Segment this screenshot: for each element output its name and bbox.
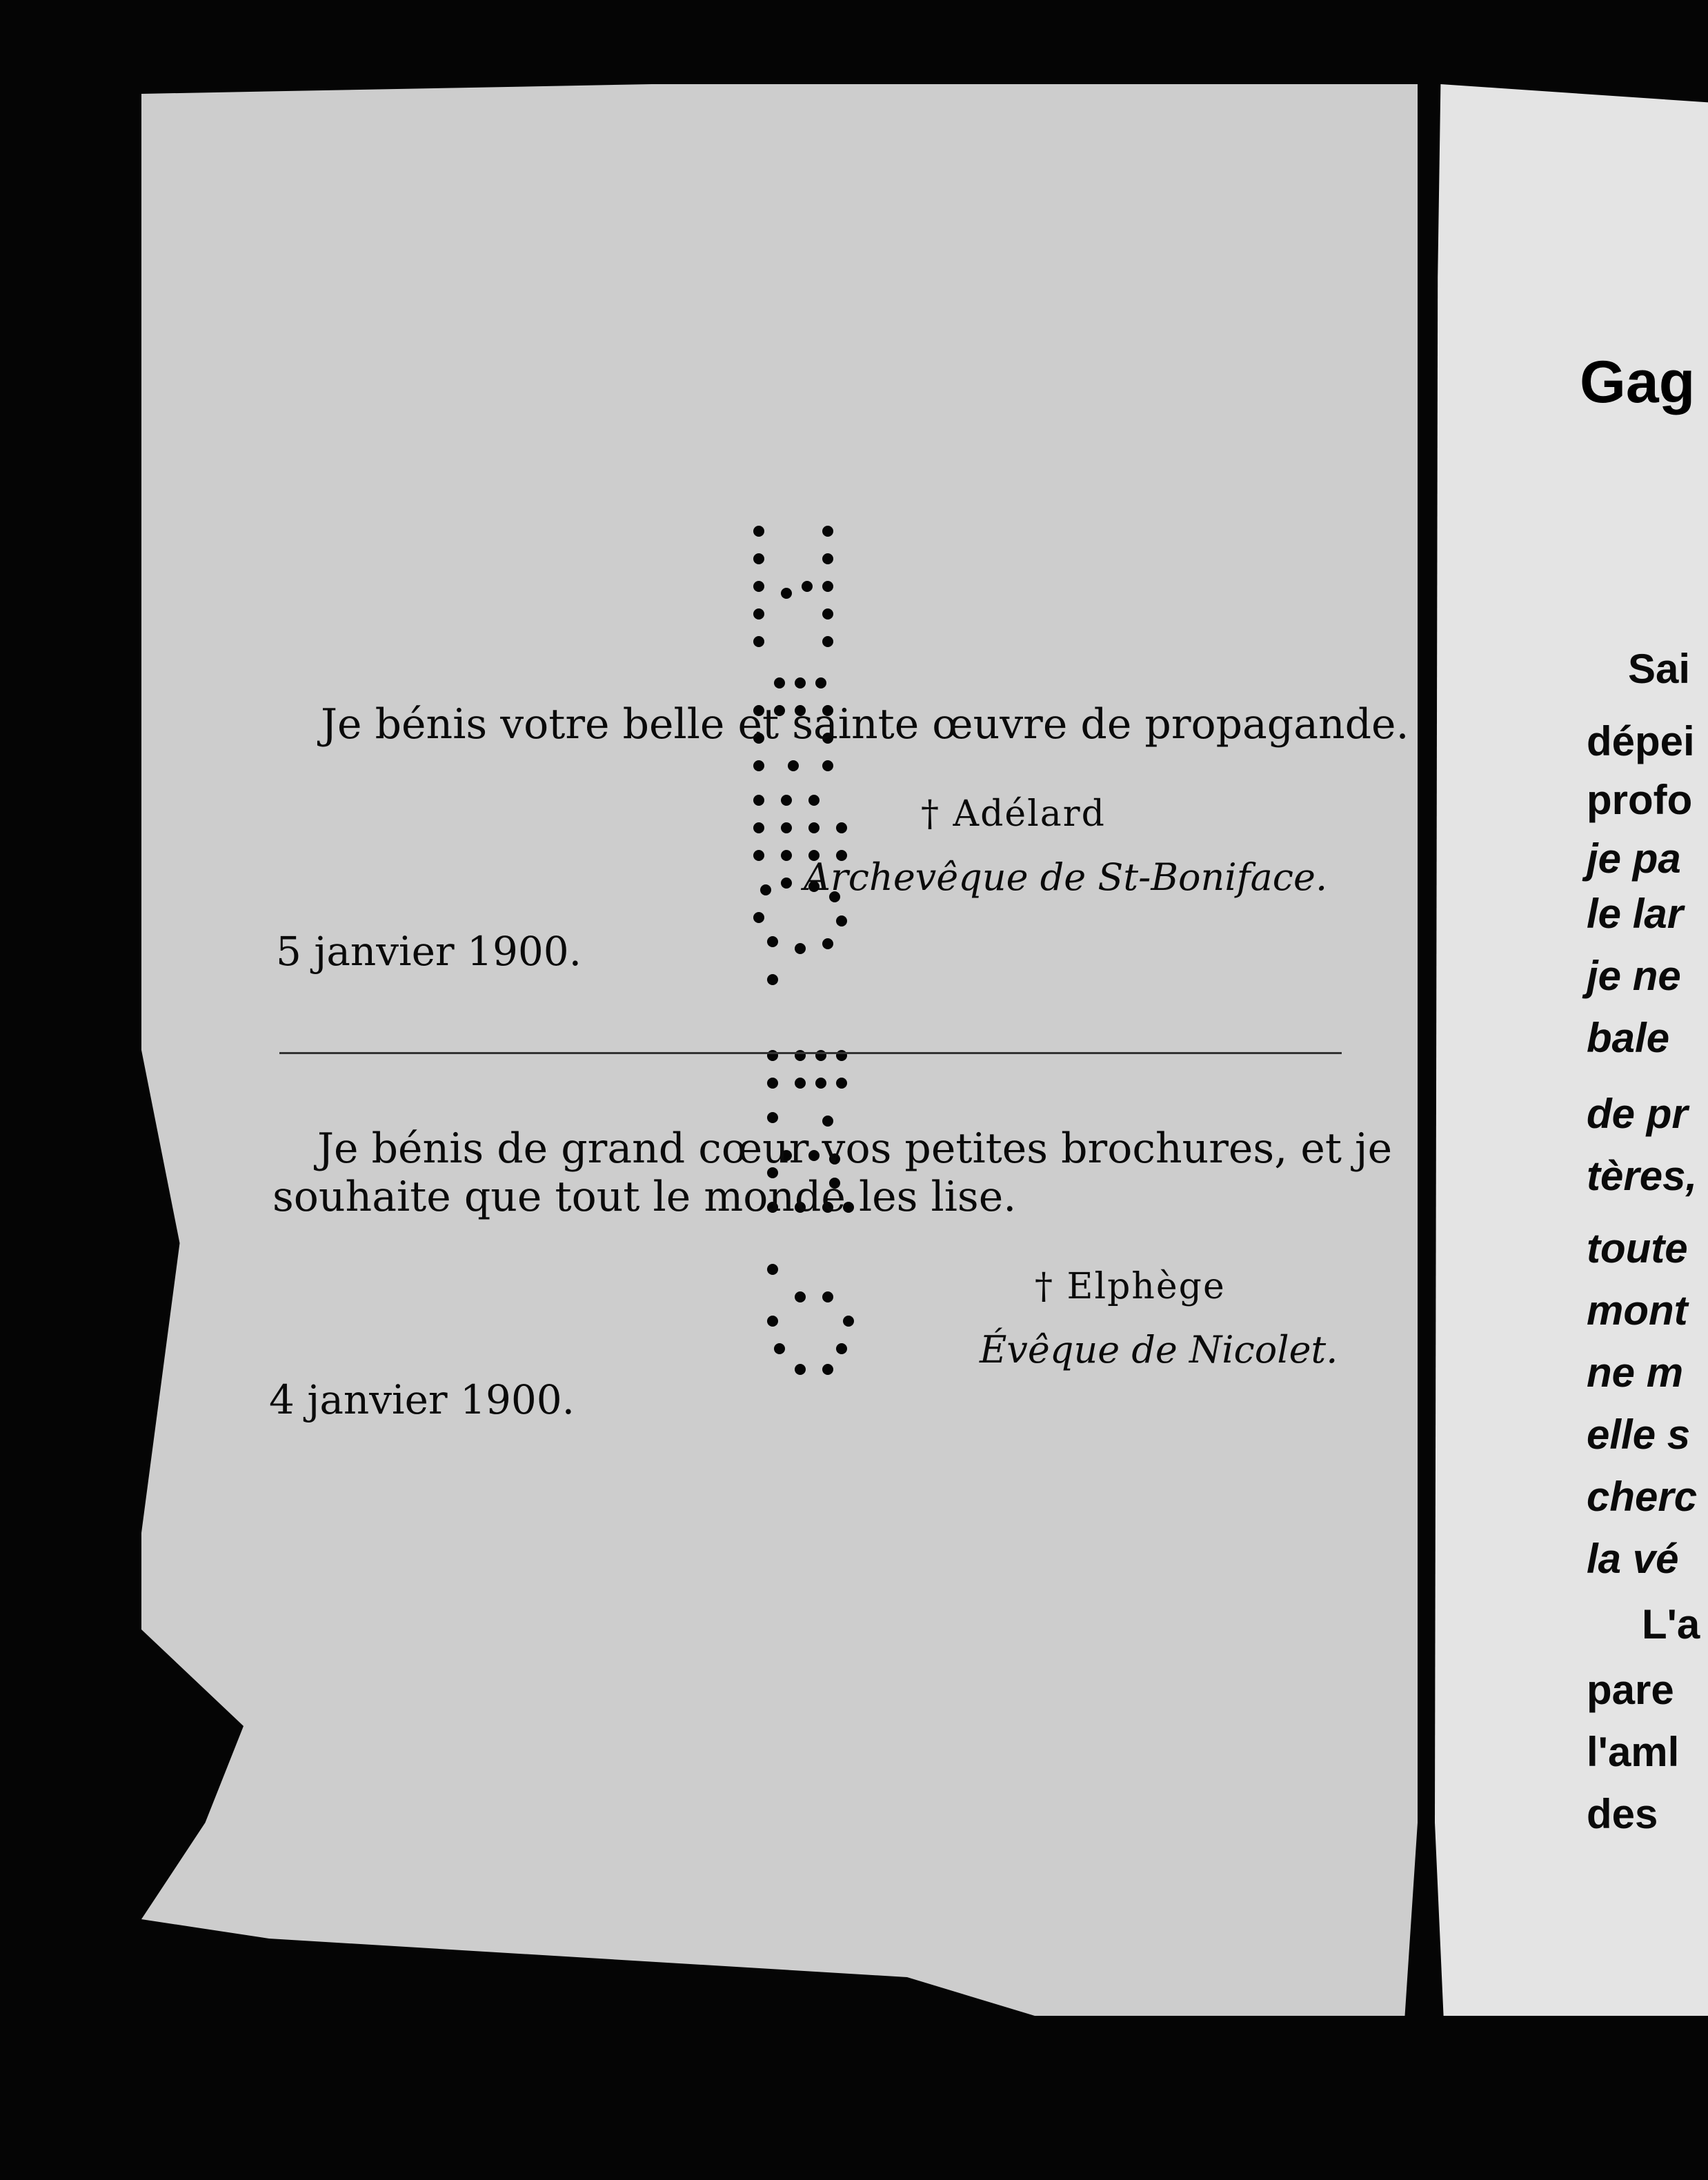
blessing2-line2: souhaite que tout le monde les lise. <box>272 1173 1017 1221</box>
perforation-stamp <box>745 511 883 1476</box>
right-line: je ne <box>1587 953 1681 999</box>
right-line: cherc <box>1587 1474 1698 1520</box>
blessing2-signature-name: † Elphège <box>1035 1266 1226 1307</box>
right-line: dépei <box>1587 718 1695 764</box>
right-line: mont <box>1587 1287 1688 1334</box>
divider <box>279 1052 1342 1054</box>
right-line: toute <box>1587 1225 1688 1271</box>
right-line: elle s <box>1587 1411 1691 1458</box>
right-page-title-fragment: Gag <box>1580 349 1696 415</box>
right-line: l'aml <box>1587 1729 1680 1775</box>
blessing2-date: 4 janvier 1900. <box>269 1376 575 1423</box>
blessing2-signature-title: Évêque de Nicolet. <box>980 1328 1338 1371</box>
right-line: des <box>1587 1791 1658 1837</box>
blessing1-text: Je bénis votre belle et sainte œuvre de propagande. <box>321 700 1409 749</box>
right-line: L'a <box>1642 1601 1700 1647</box>
right-line: de pr <box>1587 1091 1688 1137</box>
right-line: pare <box>1587 1667 1674 1713</box>
right-line: bale <box>1587 1015 1670 1061</box>
right-line: la vé <box>1587 1536 1679 1582</box>
right-line: profo <box>1587 777 1693 823</box>
blessing1-signature-title: Archevêque de St-Boniface. <box>804 855 1328 899</box>
blessing1-date: 5 janvier 1900. <box>276 928 582 975</box>
right-line: tères, <box>1587 1153 1698 1199</box>
blessing2-line1: Je bénis de grand cœur vos petites brochures, et je <box>317 1124 1393 1173</box>
right-line: ne m <box>1587 1349 1684 1396</box>
right-line: le lar <box>1587 891 1684 937</box>
right-line: Sai <box>1628 646 1691 692</box>
blessing1-signature-name: † Adélard <box>921 793 1106 835</box>
right-line: je pa <box>1587 835 1681 882</box>
